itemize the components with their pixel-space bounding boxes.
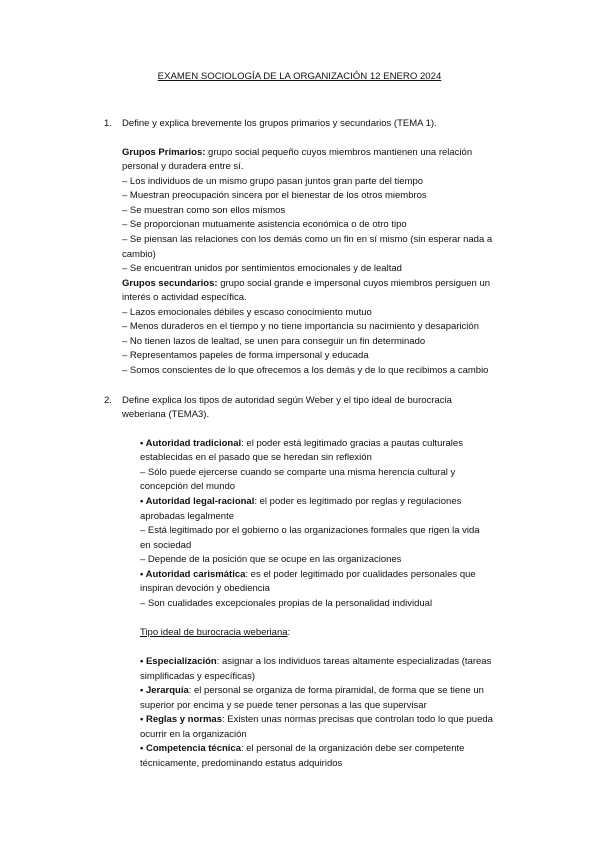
competencia-label: • Competencia técnica	[140, 743, 241, 754]
secundarios-definition	[122, 278, 490, 290]
reglas-def-1: : Existen unas normas precisas que controlan todo lo que pueda	[222, 714, 493, 725]
especializacion-def-2: simplificadas y específicas)	[140, 671, 256, 682]
primarios-item: – Se muestran como son ellos mismos	[122, 205, 286, 216]
carismatica-def-2: inspiran devoción y obediencia	[140, 583, 270, 594]
primarios-definition	[122, 147, 472, 159]
jerarquia-def-2: superior por encima y se puede tener personas a las que supervisar	[140, 700, 427, 711]
primarios-item: – Se piensan las relaciones con los demás como un fin en sí mismo (sin esperar nada a	[122, 234, 493, 245]
secundarios-item: – Menos duraderos en el tiempo y no tiene importancia su nacimiento y desaparición	[122, 321, 479, 332]
question-2-number: 2.	[104, 395, 112, 406]
primarios-item: cambio)	[122, 249, 156, 260]
secundarios-item: – No tienen lazos de lealtad, se unen para conseguir un fin determinado	[122, 336, 426, 347]
secundarios-def-1: grupo social grande e impersonal cuyos miembros persiguen un	[217, 278, 491, 289]
primarios-item: – Los individuos de un mismo grupo pasan juntos gran parte del tiempo	[122, 176, 424, 187]
jerarquia-label: • Jerarquía	[140, 685, 189, 696]
primarios-item: – Se encuentran unidos por sentimientos emocionales y de lealtad	[122, 263, 402, 274]
carismatica-item: – Son cualidades excepcionales propias de la personalidad individual	[140, 598, 433, 609]
secundarios-item: – Representamos papeles de forma impersonal y educada	[122, 350, 369, 361]
legal-label: • Autoridad legal-racional	[140, 496, 255, 507]
reglas-normas	[140, 714, 493, 726]
legal-def-1: : el poder es legitimado por reglas y regulaciones	[254, 496, 462, 507]
question-2-text-2: weberiana (TEMA3).	[122, 409, 210, 420]
autoridad-legal-racional	[140, 496, 461, 508]
especializacion	[140, 656, 491, 668]
ideal-heading	[140, 627, 290, 639]
primarios-item: – Se proporcionan mutuamente asistencia económica o de otro tipo	[122, 219, 407, 230]
competencia-def-1: : el personal de la organización debe ser competente	[241, 743, 465, 754]
primarios-def-2: personal y duradera entre sí.	[122, 161, 244, 172]
especializacion-label: • Especialización	[140, 656, 217, 667]
secundarios-label: Grupos secundarios:	[122, 278, 218, 289]
secundarios-item: – Lazos emocionales débiles y escaso conocimiento mutuo	[122, 307, 372, 318]
ideal-heading-text: Tipo ideal de burocracia weberiana	[140, 627, 288, 638]
jerarquia-def-1: : el personal se organiza de forma piramidal, de forma que se tiene un	[188, 685, 484, 696]
especializacion-def-1: : asignar a los individuos tareas altamente especializadas (tareas	[216, 656, 492, 667]
tradicional-item: – Sólo puede ejercerse cuando se comparte una misma herencia cultural y	[140, 467, 456, 478]
secundarios-def-2: interés o actividad específica.	[122, 292, 247, 303]
reglas-label: • Reglas y normas	[140, 714, 222, 725]
autoridad-carismatica	[140, 569, 476, 581]
question-1-number: 1.	[104, 118, 112, 129]
question-1-text: Define y explica brevemente los grupos primarios y secundarios (TEMA 1).	[122, 118, 437, 129]
tradicional-label: • Autoridad tradicional	[140, 438, 242, 449]
primarios-label: Grupos Primarios:	[122, 147, 206, 158]
ideal-heading-colon: :	[287, 627, 291, 638]
legal-item: en sociedad	[140, 540, 192, 551]
autoridad-tradicional	[140, 438, 463, 450]
primarios-item: – Muestran preocupación sincera por el bienestar de los otros miembros	[122, 190, 427, 201]
competencia-tecnica	[140, 743, 464, 755]
tradicional-def-1: : el poder está legitimado gracias a pautas culturales	[241, 438, 463, 449]
legal-def-2: aprobadas legalmente	[140, 511, 235, 522]
tradicional-def-2: establecidas en el pasado que se heredan sin reflexión	[140, 452, 372, 463]
legal-item: – Depende de la posición que se ocupe en las organizaciones	[140, 554, 402, 565]
question-2-text-1: Define explica los tipos de autoridad según Weber y el tipo ideal de burocracia	[122, 395, 452, 406]
legal-item: – Está legitimado por el gobierno o las organizaciones formales que rigen la vida	[140, 525, 480, 536]
secundarios-item: – Somos conscientes de lo que ofrecemos a los demás y de lo que recibimos a cambio	[122, 365, 489, 376]
reglas-def-2: ocurrir en la organización	[140, 729, 247, 740]
carismatica-def-1: : es el poder legitimado por cualidades personales que	[245, 569, 476, 580]
tradicional-item: concepción del mundo	[140, 481, 236, 492]
carismatica-label: • Autoridad carismática	[140, 569, 246, 580]
jerarquia	[140, 685, 484, 697]
competencia-def-2: técnicamente, predominando estatus adquiridos	[140, 758, 343, 769]
primarios-def-1: grupo social pequeño cuyos miembros mantienen una relación	[205, 147, 473, 158]
document-title: EXAMEN SOCIOLOGÍA DE LA ORGANIZACIÓN 12 ENERO 2024	[157, 71, 442, 82]
